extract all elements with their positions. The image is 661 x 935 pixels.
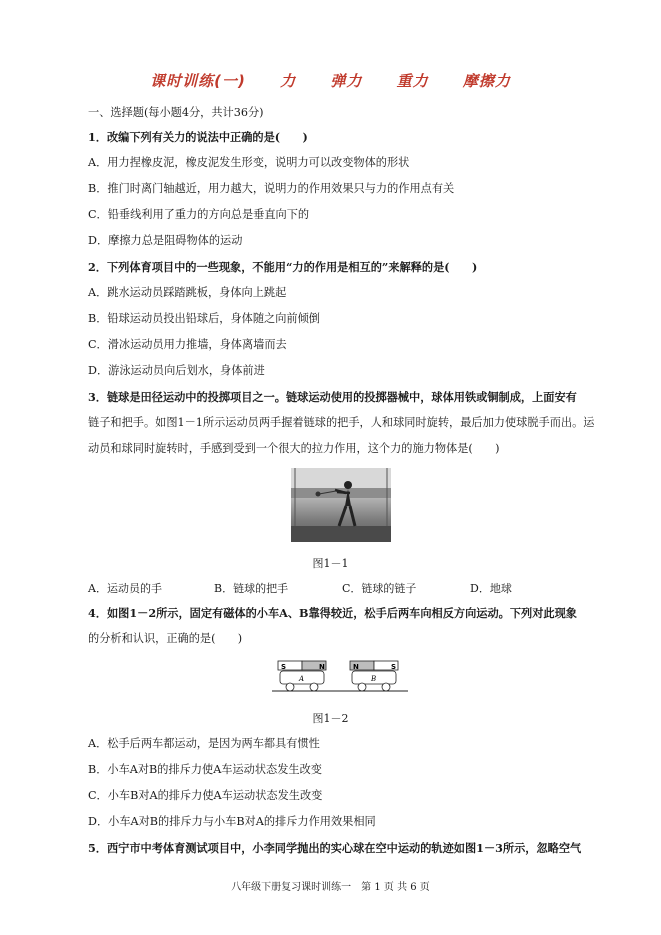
q4-option: A．松手后两车都运动，是因为两车都具有惯性 [88, 737, 320, 750]
page-title [0, 70, 661, 91]
question-3-stem: 3．链球是田径运动中的投掷项目之一。链球运动使用的投掷器械中，球体用铁或铜制成，上面安有 [88, 390, 577, 404]
car-a-label: A [299, 675, 305, 683]
question-4-stem-line: 的分析和认识，正确的是( ) [88, 632, 243, 645]
q2-option: A．跳水运动员踩踏跳板，身体向上跳起 [88, 286, 287, 299]
q4-option: D．小车A对B的排斥力与小车B对A的排斥力作用效果相同 [88, 815, 376, 828]
hammer-throw-photo [291, 468, 391, 542]
q2-option: D．游泳运动员向后划水，身体前进 [88, 364, 265, 377]
question-1-stem: 1．改编下列有关力的说法中正确的是( ) [88, 130, 308, 144]
q3-option: D．地球 [470, 582, 512, 595]
car-b-wheel [382, 683, 390, 691]
section-header: 一、选择题(每小题4分，共计36分) [88, 106, 264, 119]
title-part: 力 [280, 72, 297, 90]
q2-option: C．滑冰运动员用力推墙，身体离墙而去 [88, 338, 287, 351]
car-a-wheel [310, 683, 318, 691]
q3-option: C．链球的链子 [342, 582, 417, 595]
magnet-b-left-label: N [353, 663, 359, 671]
q3-option: B．链球的把手 [214, 582, 289, 595]
q4-option: B．小车A对B的排斥力使A车运动状态发生改变 [88, 763, 322, 776]
athlete-illustration [291, 468, 391, 542]
q3-option: A．运动员的手 [88, 582, 162, 595]
question-4-stem: 4．如图1－2所示，固定有磁体的小车A、B靠得较近，松手后两车向相反方向运动。下列对此现象 [88, 606, 577, 620]
question-3-stem-line: 链子和把手。如图1－1所示运动员两手握着链球的把手，人和球同时旋转，最后加力使球脱手而出。运 [88, 416, 595, 429]
title-part: 摩擦力 [462, 72, 511, 90]
q1-option: C．铅垂线利用了重力的方向总是垂直向下的 [88, 208, 310, 221]
q4-option: C．小车B对A的排斥力使A车运动状态发生改变 [88, 789, 323, 802]
figure-1-2-caption: 图1－2 [312, 712, 349, 725]
car-b-wheel [358, 683, 366, 691]
car-a-wheel [286, 683, 294, 691]
question-3-stem-line: 动员和球同时旋转时，手感到受到一个很大的拉力作用，这个力的施力物体是( ) [88, 442, 500, 455]
q1-option: B．推门时离门轴越近，用力越大，说明力的作用效果只与力的作用点有关 [88, 182, 455, 195]
magnet-b-right-label: S [391, 663, 397, 671]
magnet-a-right-label: N [319, 663, 325, 671]
question-2-stem: 2．下列体育项目中的一些现象，不能用“力的作用是相互的”来解释的是( ) [88, 260, 478, 274]
q1-option: D．摩擦力总是阻碍物体的运动 [88, 234, 243, 247]
magnet-a-left-label: S [281, 663, 287, 671]
q1-option: A．用力捏橡皮泥，橡皮泥发生形变，说明力可以改变物体的形状 [88, 156, 410, 169]
magnet-cars-figure [272, 658, 408, 696]
page-footer: 八年级下册复习课时训练一 第 1 页 共 6 页 [231, 882, 430, 893]
q2-option: B．铅球运动员投出铅球后，身体随之向前倾倒 [88, 312, 320, 325]
figure-1-1-caption: 图1－1 [312, 557, 349, 570]
question-5-stem: 5．西宁市中考体育测试项目中，小李同学抛出的实心球在空中运动的轨迹如图1－3所示，忽略空气 [88, 841, 582, 855]
title-part: 弹力 [330, 72, 363, 90]
car-b-label: B [371, 675, 377, 683]
title-part: 重力 [396, 72, 429, 90]
title-part: 课时训练(一) [150, 72, 246, 90]
